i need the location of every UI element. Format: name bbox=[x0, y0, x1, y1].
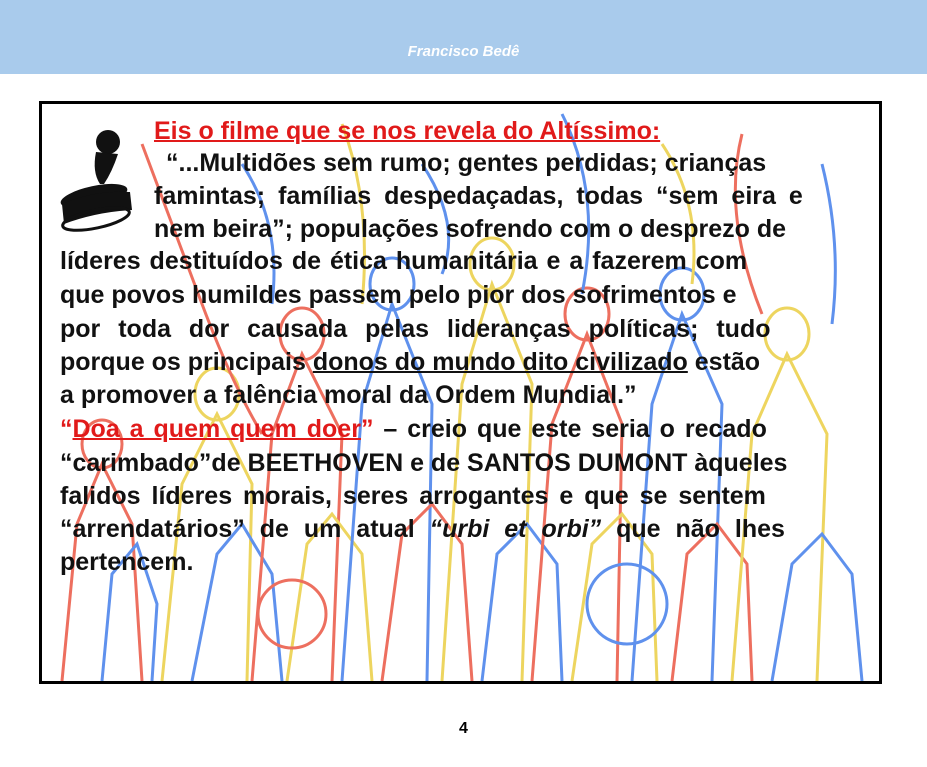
paragraph2-line-5: pertencem. bbox=[60, 548, 194, 576]
quote-line-5: que povos humildes passem pelo pior dos sofrimentos e bbox=[60, 281, 737, 309]
underlined-phrase: donos do mundo dito civilizado bbox=[312, 348, 688, 376]
quote-line-6: por toda dor causada pelas lideranças políticas; tudo bbox=[60, 315, 771, 343]
paragraph2-line-3: falidos líderes morais, seres arrogantes e que se sentem bbox=[60, 482, 766, 510]
slide-heading: Eis o filme que se nos revela do Altíssimo: bbox=[154, 117, 661, 145]
quote-line-4: líderes destituídos de ética humanitária e a fazerem com bbox=[60, 247, 748, 275]
red-phrase: Doa a quem quem doer bbox=[72, 415, 361, 443]
quote-line-3: nem beira”; populações sofrendo com o desprezo de bbox=[154, 215, 787, 243]
paragraph2-line-1: “Doa a quem quem doer” – creio que este seria o recado bbox=[60, 415, 767, 443]
content-frame bbox=[39, 101, 882, 684]
quote-line-2: famintas; famílias despedaçadas, todas “sem eira e bbox=[154, 182, 803, 210]
paragraph2-line-4: “arrendatários” de um atual “urbi et orbi” que não lhes bbox=[60, 515, 785, 543]
header-author: Francisco Bedê bbox=[407, 43, 520, 60]
paragraph2-line-2: “carimbado”de BEETHOVEN e de SANTOS DUMONT àqueles bbox=[60, 449, 788, 477]
quote-line-8: a promover a falência moral da Ordem Mundial.” bbox=[60, 381, 637, 409]
quote-line-1: “...Multidões sem rumo; gentes perdidas; crianças bbox=[166, 149, 767, 177]
quote-line-7: porque os principais donos do mundo dito civilizado estão bbox=[60, 348, 761, 376]
header-band bbox=[0, 0, 927, 74]
rubber-stamp-icon bbox=[56, 124, 138, 234]
page-number: 4 bbox=[459, 720, 468, 737]
